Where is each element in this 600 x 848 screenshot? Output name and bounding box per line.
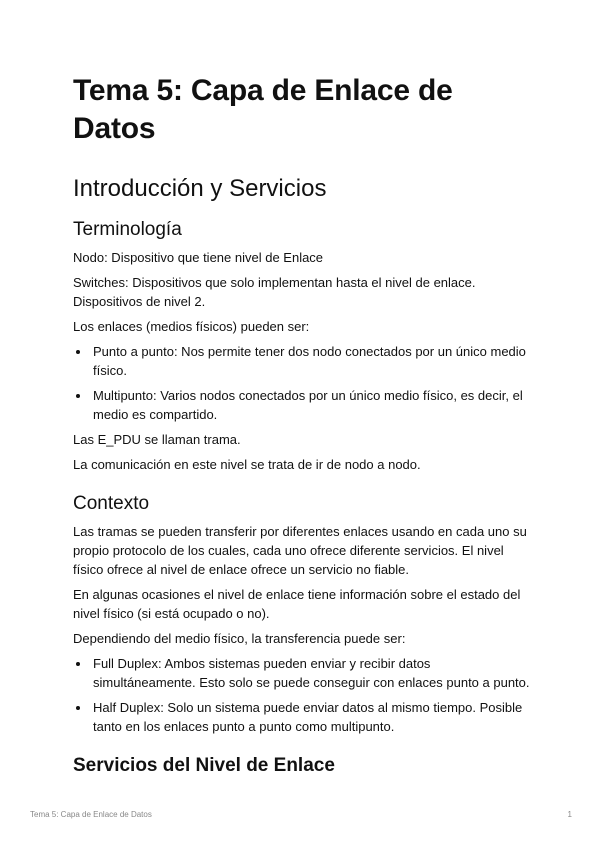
subsection-heading-contexto: Contexto (73, 493, 150, 514)
document-page (73, 72, 533, 784)
paragraph-switches: Switches: Dispositivos que solo implementan hasta el nivel de enlace. Dispositivos de nivel 2. (73, 275, 476, 309)
paragraph-enlaces: Los enlaces (medios físicos) pueden ser: (73, 319, 310, 334)
page-number: 1 (567, 810, 572, 819)
footer-title: Tema 5: Capa de Enlace de Datos (30, 810, 152, 819)
subsection-heading-terminologia: Terminología (73, 219, 182, 240)
paragraph-comunicacion: La comunicación en este nivel se trata de ir de nodo a nodo. (73, 457, 421, 472)
paragraph-dependiendo: Dependiendo del medio físico, la transferencia puede ser: (73, 631, 406, 646)
list-item: • Punto a punto: Nos permite tener dos nodo conectados por un único medio físico. (91, 342, 533, 380)
paragraph-tramas: Las tramas se pueden transferir por diferentes enlaces usando en cada uno su propio protocolo de los cuales, cada uno ofrece diferente servicios. El nivel físico ofrece al nivel de enlace ofrece un servicio no fiable. (73, 524, 527, 577)
list-item: • Half Duplex: Solo un sistema puede enviar datos al mismo tiempo. Posible tanto en los enlaces punto a punto como multipunto. (91, 698, 533, 736)
paragraph-epdu: Las E_PDU se llaman trama. (73, 432, 241, 447)
paragraph-ocasiones: En algunas ocasiones el nivel de enlace tiene información sobre el estado del nivel físico (si está ocupado o no). (73, 587, 521, 621)
page-title: Tema 5: Capa de Enlace de Datos (73, 74, 453, 145)
list-item: • Full Duplex: Ambos sistemas pueden enviar y recibir datos simultáneamente. Esto solo se puede conseguir con enlaces punto a punto. (91, 654, 533, 692)
bullet-list-duplex (73, 654, 533, 736)
section-heading-introduccion: Introducción y Servicios (73, 175, 327, 202)
list-item: • Multipunto: Varios nodos conectados por un único medio físico, es decir, el medio es compartido. (91, 386, 533, 424)
subsection-heading-servicios: Servicios del Nivel de Enlace (73, 755, 335, 776)
bullet-list-enlaces (73, 342, 533, 424)
paragraph-nodo: Nodo: Dispositivo que tiene nivel de Enlace (73, 250, 324, 265)
